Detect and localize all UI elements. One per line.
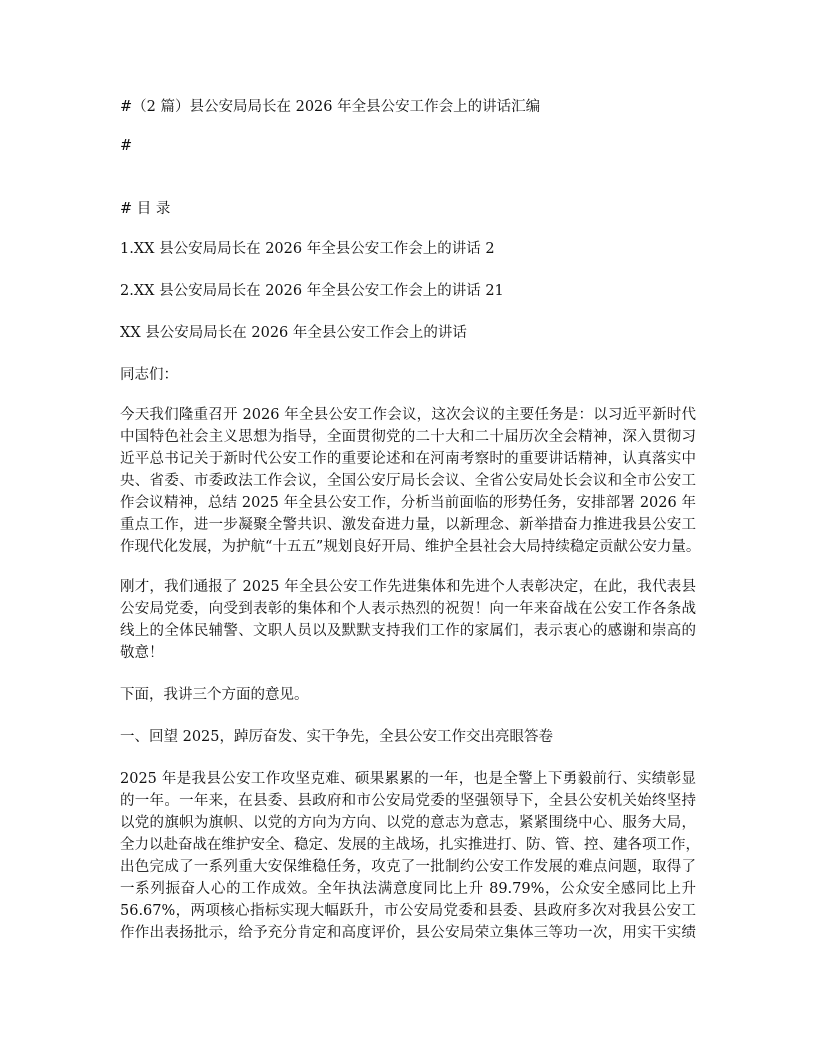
paragraph-line: 一系列振奋人心的工作成效。全年执法满意度同比上升 89.79%，公众安全感同比上升 bbox=[120, 881, 696, 897]
paragraph-line: 出色完成了一系列重大安保维稳任务，攻克了一批制约公安工作发展的难点问题，取得了 bbox=[120, 859, 696, 875]
paragraph-line: 敬意！ bbox=[120, 645, 164, 661]
paragraph-line: 作会议精神，总结 2025 年全县公安工作，分析当前面临的形势任务，安排部署 2026 年 bbox=[120, 495, 696, 511]
document-title: #（2 篇）县公安局局长在 2026 年全县公安工作会上的讲话汇编 bbox=[120, 99, 541, 115]
paragraph-review-2025 bbox=[120, 768, 700, 944]
paragraph-line: 56.67%，两项核心指标实现大幅跃升，市公安局党委和县委、县政府多次对我县公安工 bbox=[120, 903, 696, 919]
paragraph-line: 全力以赴奋战在维护安全、稳定、发展的主战场，扎实推进打、防、管、控、建各项工作， bbox=[120, 837, 700, 853]
paragraph-line: 央、省委、市委政法工作会议，全国公安厅局长会议、全省公安局处长会议和全市公安工 bbox=[120, 473, 696, 489]
toc-item-2: 2.XX 县公安局局长在 2026 年全县公安工作会上的讲话 21 bbox=[120, 283, 504, 299]
toc-item-1: 1.XX 县公安局局长在 2026 年全县公安工作会上的讲话 2 bbox=[120, 241, 495, 257]
toc-heading: # 目 录 bbox=[120, 201, 171, 217]
paragraph-line: 2025 年是我县公安工作攻坚克难、硕果累累的一年，也是全警上下勇毅前行、实绩彰显 bbox=[120, 771, 696, 787]
hash-marker: # bbox=[120, 138, 133, 154]
paragraph-line: 作作出表扬批示，给予充分肯定和高度评价，县公安局荣立集体三等功一次，用实干实绩 bbox=[120, 925, 696, 941]
paragraph-commendation bbox=[120, 576, 696, 664]
paragraph-line: 线上的全体民辅警、文职人员以及默默支持我们工作的家属们，表示衷心的感谢和崇高的 bbox=[120, 623, 696, 639]
paragraph-line: 今天我们隆重召开 2026 年全县公安工作会议，这次会议的主要任务是：以习近平新时代 bbox=[120, 407, 696, 423]
paragraph-line: 重点工作，进一步凝聚全警共识、激发奋进力量，以新理念、新举措奋力推进我县公安工 bbox=[120, 517, 696, 533]
greeting: 同志们： bbox=[120, 367, 178, 383]
paragraph-opening bbox=[120, 404, 701, 558]
intro-three-points: 下面，我讲三个方面的意见。 bbox=[120, 687, 309, 703]
paragraph-line: 近平总书记关于新时代公安工作的重要论述和在河南考察时的重要讲话精神，认真落实中 bbox=[120, 451, 696, 467]
paragraph-line: 刚才，我们通报了 2025 年全县公安工作先进集体和先进个人表彰决定，在此，我代表县 bbox=[120, 579, 696, 595]
paragraph-line: 中国特色社会主义思想为指导，全面贯彻党的二十大和二十届历次全会精神，深入贯彻习 bbox=[120, 429, 696, 445]
paragraph-line: 以党的旗帜为旗帜、以党的方向为方向、以党的意志为意志，紧紧围绕中心、服务大局， bbox=[120, 815, 696, 831]
section-heading-1: 一、回望 2025，踔厉奋发、实干争先，全县公安工作交出亮眼答卷 bbox=[120, 729, 554, 745]
paragraph-line: 的一年。一年来，在县委、县政府和市公安局党委的坚强领导下，全县公安机关始终坚持 bbox=[120, 793, 696, 809]
paragraph-line: 作现代化发展，为护航“十五五”规划良好开局、维护全县社会大局持续稳定贡献公安力量。 bbox=[120, 539, 701, 555]
paragraph-line: 公安局党委，向受到表彰的集体和个人表示热烈的祝贺！向一年来奋战在公安工作各条战 bbox=[120, 601, 696, 617]
speech-title: XX 县公安局局长在 2026 年全县公安工作会上的讲话 bbox=[120, 325, 467, 341]
